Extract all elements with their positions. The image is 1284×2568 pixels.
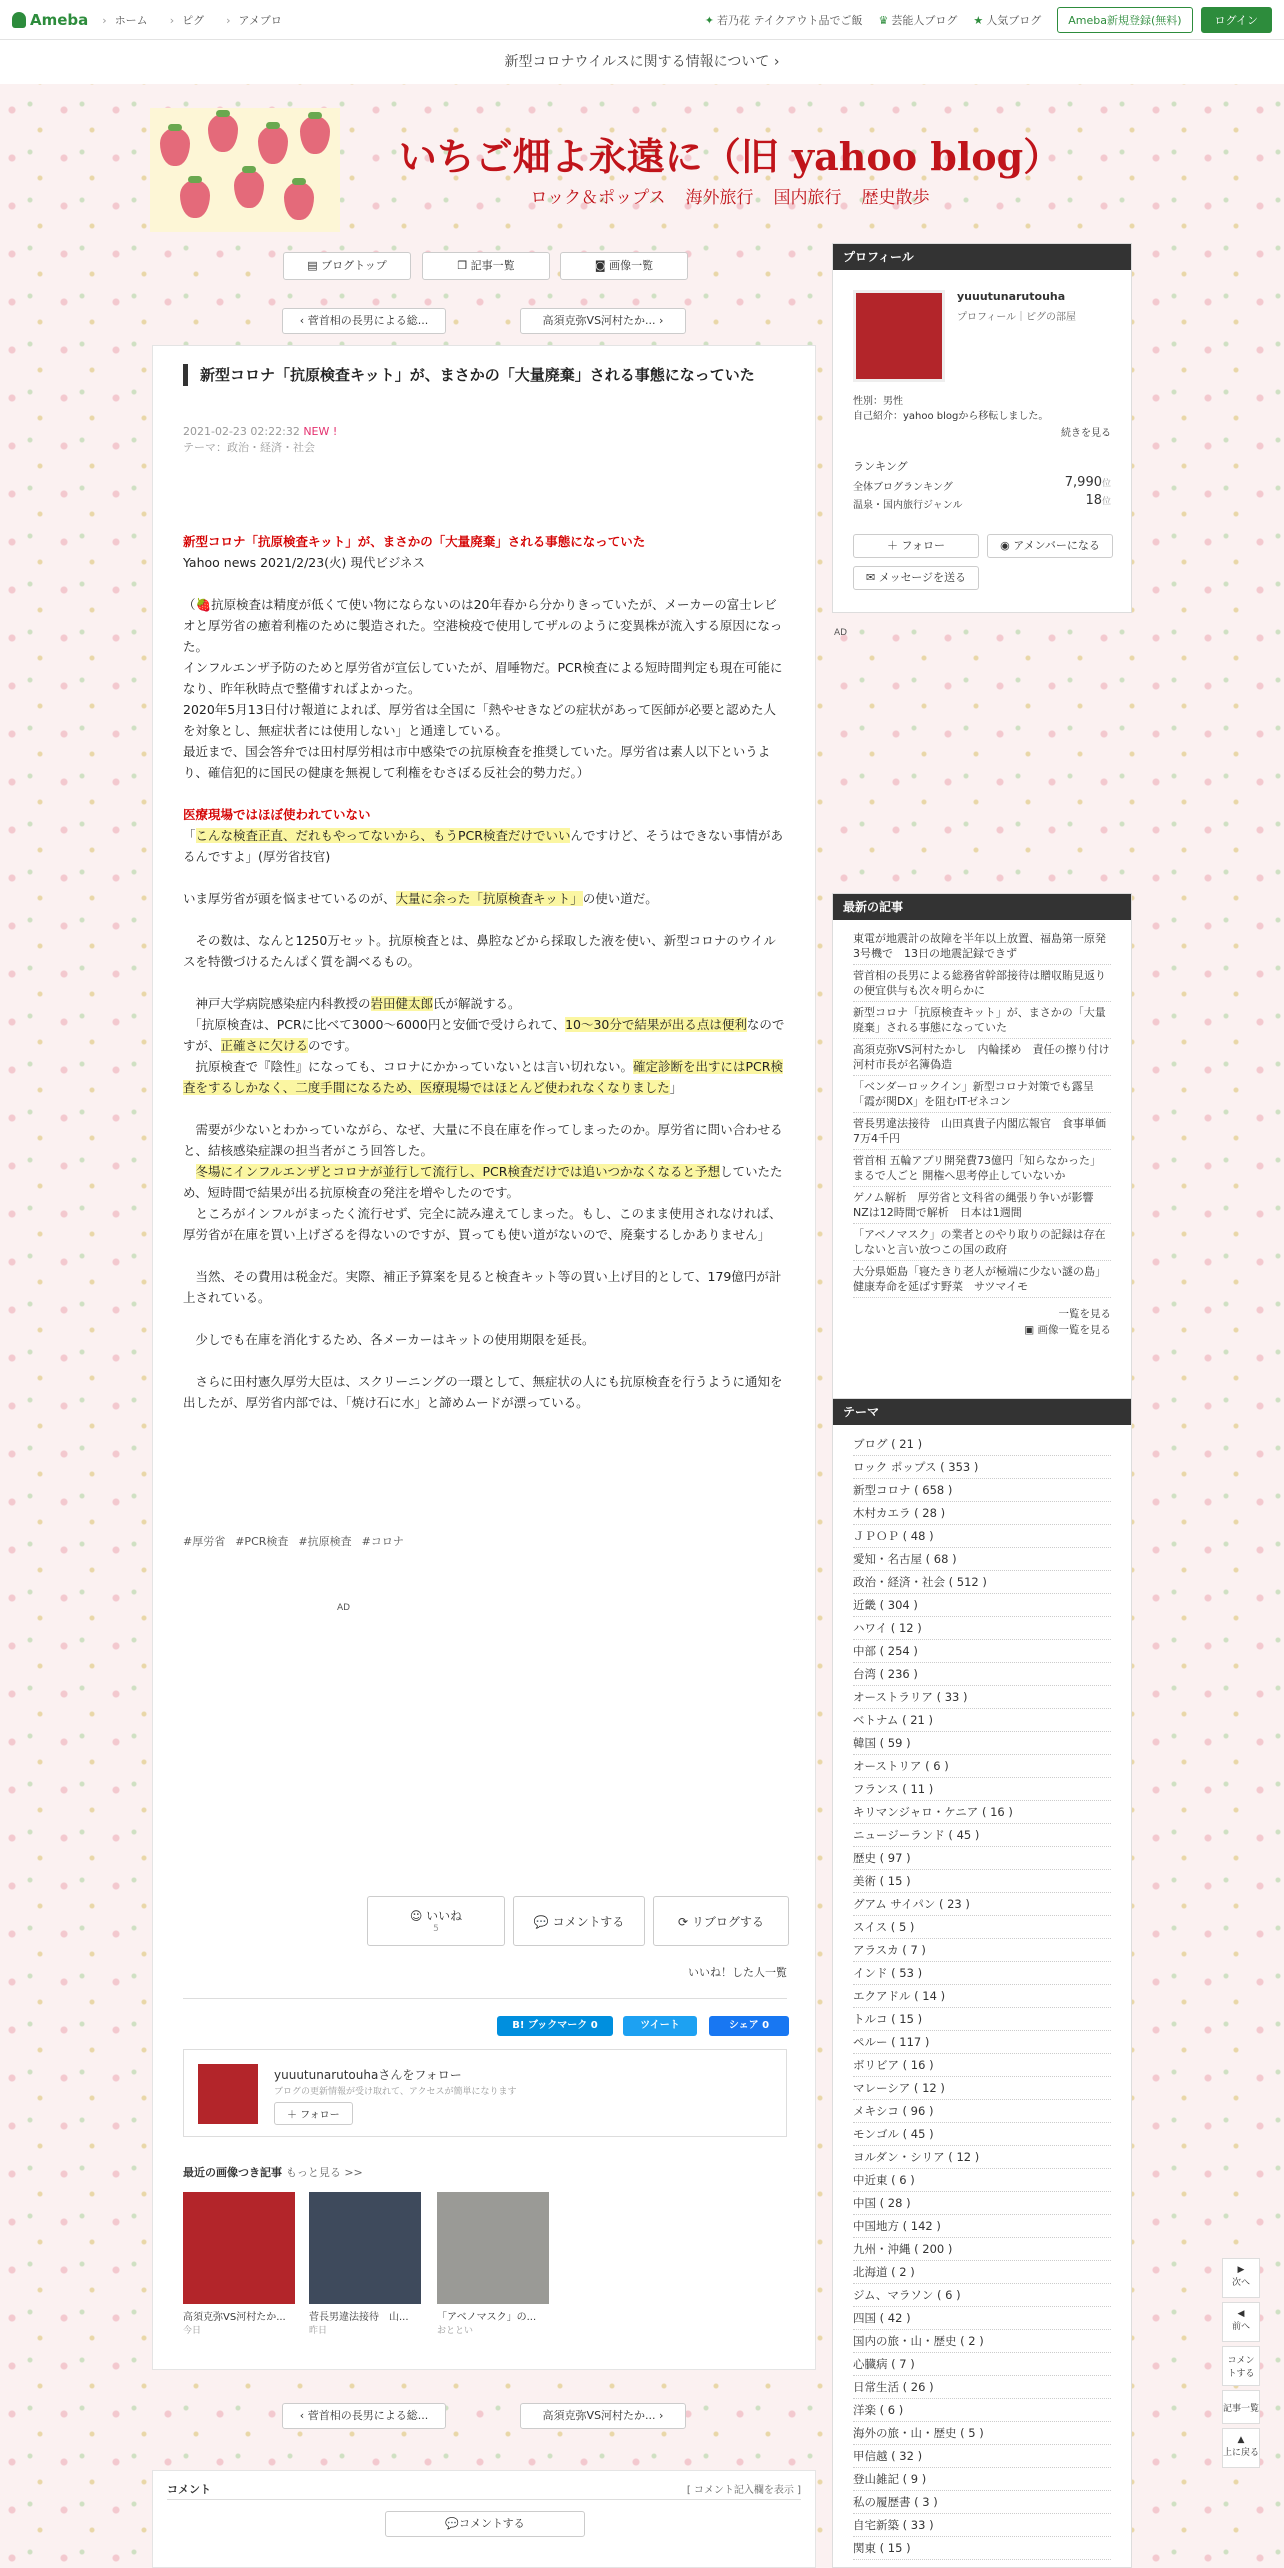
article-date: 2021-02-23 02:22:32 [183,425,300,438]
profile-heading: プロフィール [833,244,1131,270]
theme-item[interactable]: 国内の旅・山・歴史 ( 2 ) [853,2330,1111,2353]
ranking-label[interactable]: 全体ブログランキング [853,482,953,493]
nav-home[interactable]: › ホーム [102,12,147,28]
image-list-link[interactable]: ▣ 画像一覧を見る [1024,1324,1111,1336]
tweet-button[interactable]: ツイート [623,2016,697,2036]
latest-item[interactable]: 菅首相の長男による総務省幹部接待は贈収賄見返りの便宜供与も次々明らかに [853,965,1111,1002]
reblog-icon: ⟳ [678,1915,692,1929]
theme-item[interactable]: 私の履歴書 ( 3 ) [853,2491,1111,2514]
ranking-label[interactable]: 温泉・国内旅行ジャンル [853,500,963,511]
amember-button[interactable]: ◉ アメンバーになる [987,534,1113,558]
theme-item[interactable]: 北海道 ( 2 ) [853,2261,1111,2284]
nav-ameblo[interactable]: › アメブロ [226,12,282,28]
theme-item[interactable]: 木村カエラ ( 28 ) [853,1502,1111,1525]
body-paragraph: ところがインフルがまったく流行せず、完全に読み違えてしまった。もし、このまま使用されなければ、厚労省が在庫を買い上げざるを得ないのですが、買っても使い道がないので、廃棄するしかありません」 [183,1206,782,1242]
body-paragraph: （🍓抗原検査は精度が低くて使い物にならないのは20年春から分かりきっていたが、メーカーの富士レビオと厚労省の癒着利権のために製造された。空港検疫で使用してザルのように変異株が流入する原因になった。 [183,597,783,654]
profile-name[interactable]: yuuutunarutouha [957,290,1066,303]
comment-button-bottom[interactable]: 💬コメントする [385,2511,585,2537]
latest-item[interactable]: 新型コロナ「抗原検査キット」が、まさかの「大量廃棄」される事態になっていた [853,1002,1111,1039]
body-paragraph: インフルエンザ予防のためと厚労省が宣伝していたが、眉唾物だ。PCR検査による短時間判定も現在可能になり、昨年秋時点で整備すればよかった。 [183,660,783,696]
ad-label: AD [337,1603,351,1613]
triangle-up-icon: ▲ [1237,2435,1245,2445]
comment-button[interactable]: 💬 コメントする [513,1896,645,1946]
body-paragraph: その数は、なんと1250万セット。抗原検査とは、鼻腔などから採取した液を使い、新型コロナのウイルスを特徴づけるたんぱく質を調べるもの。 [183,933,776,969]
tab-image-list[interactable]: ◙ 画像一覧 [560,252,688,280]
star-icon: ✦ [704,13,714,27]
register-button[interactable]: Ameba新規登録(無料) [1057,7,1192,33]
mail-icon: ✉ [865,571,879,584]
body-paragraph: 「こんな検査正直、だれもやってないから、もうPCR検査だけでいいんですけど、そうはできない事情があるんですよ」(厚労省技官) [183,828,783,864]
profile-links[interactable]: プロフィール｜ピグの部屋 [957,312,1076,323]
latest-item[interactable]: 大分県姫島「寝たきり老人が極端に少ない謎の島」健康寿命を延ばす野菜 サツマイモ [853,1261,1111,1298]
top-right-links [705,7,1272,33]
body-subheading: 医療現場ではほぼ使われていない [183,807,371,822]
follow-desc: ブログの更新情報が受け取れて、アクセスが簡単になります [274,2087,517,2097]
follow-title: yuuutunarutouhaさんをフォロー [274,2068,462,2082]
theme-item[interactable]: 政治・経済・社会 ( 512 ) [853,1571,1111,1594]
theme-item[interactable]: 愛知・名古屋 ( 68 ) [853,1548,1111,1571]
body-paragraph: 抗原検査で『陰性』になっても、コロナにかかっていないとは言い切れない。確定診断を出すにはPCR検査をするしかなく、二度手間になるため、医療現場ではほとんど使われなくなりました」 [183,1059,783,1095]
latest-item[interactable]: 高須克弥VS河村たかし 内輪揉め 責任の擦り付け 河村市長が名簿偽造 [853,1039,1111,1076]
theme-item[interactable]: 関東 ( 15 ) [853,2537,1111,2560]
new-badge: NEW ! [303,425,338,438]
hashtag[interactable]: #PCR検査 [235,1535,289,1548]
latest-more [833,1306,1131,1338]
popular-blog-link[interactable]: ★ 人気ブログ [973,13,1042,27]
crown-icon: ♛ [878,13,889,27]
back-to-top-button[interactable]: ▲ 上に戻る [1222,2428,1260,2468]
recent-images-title: 最近の画像つき記事 もっと見る >> [183,2166,363,2179]
hashtags [183,1533,414,1549]
themes-heading: テーマ [833,1399,1131,1425]
hashtag[interactable]: #抗原検査 [298,1535,352,1548]
latest-item[interactable]: 「アベノマスク」の業者とのやり取りの記録は存在しないと言い放つこの国の政府 [853,1224,1111,1261]
nav-pigg[interactable]: › ピグ [170,12,204,28]
latest-heading: 最新の記事 [833,894,1131,920]
prev-nav-button[interactable]: ◀ 前へ [1222,2302,1260,2342]
theme-item[interactable]: 自宅新築 ( 33 ) [853,2514,1111,2537]
divider [183,1998,787,1999]
comment-icon: 💬 [445,2517,460,2530]
theme-item[interactable]: インド ( 53 ) [853,1962,1111,1985]
latest-item[interactable]: 「ベンダーロックイン」新型コロナ対策でも露呈「霞が関DX」を阻むITゼネコン [853,1076,1111,1113]
article-container [152,345,816,2370]
comment-section [152,2470,816,2568]
theme-item[interactable]: ＪＰＯＰ ( 48 ) [853,1525,1111,1548]
comment-icon: 💬 [533,1915,553,1929]
article-list-nav-button[interactable]: 記事一覧 [1222,2390,1260,2424]
body-paragraph: 冬場にインフルエンザとコロナが並行して流行し、PCR検査だけでは追いつかなくなると予想していたため、短時間で結果が出る抗原検査の発注を増やしたのです。 [183,1164,783,1200]
profile-section [832,243,1132,613]
body-paragraph: 2020年5月13日付け報道によれば、厚労省は全国に「熱やせきなどの症状があって医師が必要と認めた人を対象とし、無症状者には使用しない」と通達している。 [183,702,777,738]
hashtag[interactable]: #コロナ [361,1535,404,1548]
theme-item[interactable]: アラスカ ( 7 ) [853,1939,1111,1962]
sponsored-link[interactable]: ✦ 若乃花 テイクアウト品でご飯 [704,13,863,27]
themes-section [832,1398,1132,2568]
ranking-value: 7,990位 [1064,475,1111,490]
theme-item[interactable]: ヨルダン・シリア ( 12 ) [853,2146,1111,2169]
article-theme[interactable]: テーマ：政治・経済・社会 [183,441,315,454]
latest-list [833,920,1131,1306]
theme-item[interactable]: ペルー ( 117 ) [853,2031,1111,2054]
theme-item[interactable]: モンゴル ( 45 ) [853,2123,1111,2146]
login-button[interactable]: ログイン [1201,7,1272,33]
theme-item[interactable]: 中部 ( 254 ) [853,1640,1111,1663]
body-source: Yahoo news 2021/2/23(火) 現代ビジネス [183,555,426,570]
theme-item[interactable]: 台湾 ( 236 ) [853,1663,1111,1686]
recent-image-thumb[interactable] [183,2192,295,2304]
latest-item[interactable]: ゲノム解析 厚労省と文科省の縄張り争いが影響 NZは12時間で解析 日本は1週間 [853,1187,1111,1224]
follow-button-sidebar[interactable]: ＋ フォロー [853,534,979,558]
top-bar [0,0,1284,40]
image-icon: ▣ [1024,1324,1038,1336]
follow-box [183,2049,787,2137]
body-paragraph: 需要が少ないとわかっていながら、なぜ、大量に不良在庫を作ってしまったのか。厚労省に問い合わせると、結核感染症課の担当者がこう回答した。 [183,1122,783,1158]
ranking-value: 18位 [1085,493,1111,508]
body-paragraph: いま厚労省が頭を悩ませているのが、大量に余った「抗原検査キット」の使い道だ。 [183,891,658,906]
triangle-left-icon: ◀ [1237,2309,1245,2319]
theme-item[interactable]: 日常生活 ( 26 ) [853,2376,1111,2399]
theme-item[interactable]: 中国 ( 28 ) [853,2192,1111,2215]
amember-icon: ◉ [1000,539,1014,552]
theme-item[interactable]: 九州・沖縄 ( 200 ) [853,2238,1111,2261]
article-body [183,531,787,1413]
next-article-link[interactable]: 高須克弥VS河村たか... › [520,308,686,334]
ameba-logo-icon [12,12,26,28]
theme-item[interactable]: 甲信越 ( 32 ) [853,2445,1111,2468]
camera-icon: ◙ [594,259,610,272]
document-icon: ▤ [307,259,322,272]
theme-item[interactable]: キリマンジャロ・ケニア ( 16 ) [853,1801,1111,1824]
latest-item[interactable]: 菅長男違法接待 山田真貴子内閣広報官 食事単価7万4千円 [853,1113,1111,1150]
theme-item[interactable]: スイス ( 5 ) [853,1916,1111,1939]
body-paragraph: 最近まで、国会答弁では田村厚労相は市中感染での抗原検査を推奨していた。厚労省は素人以下というより、確信犯的に国民の健康を無視して利権をむさぼる反社会的勢力だ。） [183,744,771,780]
theme-item[interactable]: 登山雑記 ( 9 ) [853,2468,1111,2491]
recent-image-thumb[interactable] [437,2192,549,2304]
themes-list [833,1425,1131,2560]
theme-item[interactable]: ハワイ ( 12 ) [853,1617,1111,1640]
latest-item[interactable]: 東電が地震計の故障を半年以上放置、福島第一原発3号機で 13日の地震記録できず [853,928,1111,965]
theme-item[interactable]: 韓国 ( 59 ) [853,1732,1111,1755]
like-list-link[interactable]: いいね！した人一覧 [688,1966,787,1979]
theme-item[interactable]: 歴史 ( 97 ) [853,1847,1111,1870]
theme-item[interactable]: 四国 ( 42 ) [853,2307,1111,2330]
body-paragraph: 少しでも在庫を消化するため、各メーカーはキットの使用期限を延長。 [183,1332,595,1347]
theme-item[interactable]: 中国地方 ( 142 ) [853,2215,1111,2238]
recent-image-caption: 菅長男違法接待 山... 昨日 [309,2312,409,2336]
theme-item[interactable]: 新型コロナ ( 658 ) [853,1479,1111,1502]
theme-item[interactable]: ジム、マラソン ( 6 ) [853,2284,1111,2307]
covid-notice-link[interactable]: 新型コロナウイルスに関する情報について › [0,40,1284,84]
triangle-right-icon: ▶ [1237,2265,1245,2275]
blog-header [150,108,1134,232]
chevron-right-icon: › [769,54,780,70]
profile-more-link[interactable]: 続きを見る [1061,428,1111,439]
body-paragraph: さらに田村憲久厚労大臣は、スクリーニングの一環として、無症状の人にも抗原検査を行うように通知を出したが、厚労省内部では、「焼け石に水」と諦めムードが漂っている。 [183,1374,783,1410]
body-paragraph: 「抗原検査は、PCRに比べて3000～6000円と安価で受けられて、10～30分で結果が出る点は便利なのですが、正確さに欠けるのです。 [183,1017,785,1053]
latest-list-link[interactable]: 一覧を見る [1058,1308,1111,1320]
theme-item[interactable]: 近畿 ( 304 ) [853,1594,1111,1617]
body-paragraph: 当然、その費用は税金だ。実際、補正予算案を見ると検査キット等の買い上げ目的として、179億円が計上されている。 [183,1269,782,1305]
profile-info: 性別：男性 自己紹介：yahoo blogから移転しました。 [853,396,1049,422]
hatena-bookmark-button[interactable]: B! ブックマーク 0 [497,2016,613,2036]
ranking-title: ランキング [853,460,908,473]
prev-article-link-bottom[interactable]: ‹ 菅首相の長男による総... [282,2403,446,2429]
ameba-logo[interactable]: Ameba [12,11,88,29]
recent-image-thumb[interactable] [309,2192,421,2304]
theme-item[interactable]: ベトナム ( 21 ) [853,1709,1111,1732]
profile-image[interactable] [853,290,945,382]
ad-label: AD [834,628,848,638]
follow-button[interactable]: ＋ フォロー [274,2102,353,2125]
theme-item[interactable]: グアム サイパン ( 23 ) [853,1893,1111,1916]
theme-item[interactable]: 洋楽 ( 6 ) [853,2399,1111,2422]
theme-item[interactable]: ニュージーランド ( 45 ) [853,1824,1111,1847]
facebook-share-button[interactable]: シェア 0 [709,2016,789,2036]
body-paragraph: 神戸大学病院感染症内科教授の岩田健太郎氏が解説する。 [183,996,521,1011]
like-count: 5 [433,1924,439,1934]
theme-item[interactable]: 海外の旅・山・歴史 ( 5 ) [853,2422,1111,2445]
blogger-avatar [198,2064,258,2124]
star-icon: ★ [973,13,984,27]
theme-item[interactable]: ロック ポップス ( 353 ) [853,1456,1111,1479]
message-button[interactable]: ✉ メッセージを送る [853,566,979,590]
reblog-button[interactable]: ⟳ リブログする [653,1896,789,1946]
theme-item[interactable]: メキシコ ( 96 ) [853,2100,1111,2123]
comment-nav-button[interactable]: コメントする [1222,2346,1260,2386]
theme-item[interactable]: 心臓病 ( 7 ) [853,2353,1111,2376]
strawberry-header-image [150,108,340,232]
like-button[interactable]: ☺ いいね 5 [367,1896,505,1946]
recent-image-caption: 「アベノマスク」の... おととい [437,2312,537,2336]
next-article-link-bottom[interactable]: 高須克弥VS河村たか... › [520,2403,686,2429]
theme-item[interactable]: オーストリア ( 6 ) [853,1755,1111,1778]
prev-article-link[interactable]: ‹ 菅首相の長男による総... [282,308,446,334]
theme-item[interactable]: ボリビア ( 16 ) [853,2054,1111,2077]
blog-title[interactable]: いちご畑よ永遠に（旧 yahoo blog） [398,134,1062,179]
comment-heading: コメント [167,2483,211,2496]
theme-item[interactable]: エクアドル ( 14 ) [853,1985,1111,2008]
tab-blog-top[interactable]: ▤ ブログトップ [283,252,411,280]
recent-images-more-link[interactable]: もっと見る >> [285,2166,363,2179]
smile-icon: ☺ [409,1909,427,1923]
tab-article-list[interactable]: ❐ 記事一覧 [422,252,550,280]
plus-icon: ＋ [887,539,902,552]
celebrity-blog-link[interactable]: ♛ 芸能人ブログ [878,13,958,27]
theme-item[interactable]: 中近東 ( 6 ) [853,2169,1111,2192]
article-meta [183,424,337,456]
theme-item[interactable]: ブログ ( 21 ) [853,1433,1111,1456]
hashtag[interactable]: #厚労省 [183,1535,226,1548]
blog-subtitle: ロック＆ポップス 海外旅行 国内旅行 歴史散歩 [530,188,930,208]
theme-item[interactable]: マレーシア ( 12 ) [853,2077,1111,2100]
theme-item[interactable]: トルコ ( 15 ) [853,2008,1111,2031]
theme-item[interactable]: フランス ( 11 ) [853,1778,1111,1801]
article-title[interactable]: 新型コロナ「抗原検査キット」が、まさかの「大量廃棄」される事態になっていた [183,364,787,386]
recent-image-caption: 高須克弥VS河村たか... 今日 [183,2312,286,2336]
next-nav-button[interactable]: ▶ 次へ [1222,2258,1260,2298]
list-icon: ❐ [457,259,471,272]
latest-item[interactable]: 菅首相 五輪アプリ開発費73億円「知らなかった」まるで人ごと 開権へ思考停止していないか [853,1150,1111,1187]
show-comment-form-link[interactable]: [ コメント記入欄を表示 ] [686,2485,801,2496]
theme-item[interactable]: 美術 ( 15 ) [853,1870,1111,1893]
theme-item[interactable]: オーストラリア ( 33 ) [853,1686,1111,1709]
body-heading: 新型コロナ「抗原検査キット」が、まさかの「大量廃棄」される事態になっていた [183,534,646,549]
